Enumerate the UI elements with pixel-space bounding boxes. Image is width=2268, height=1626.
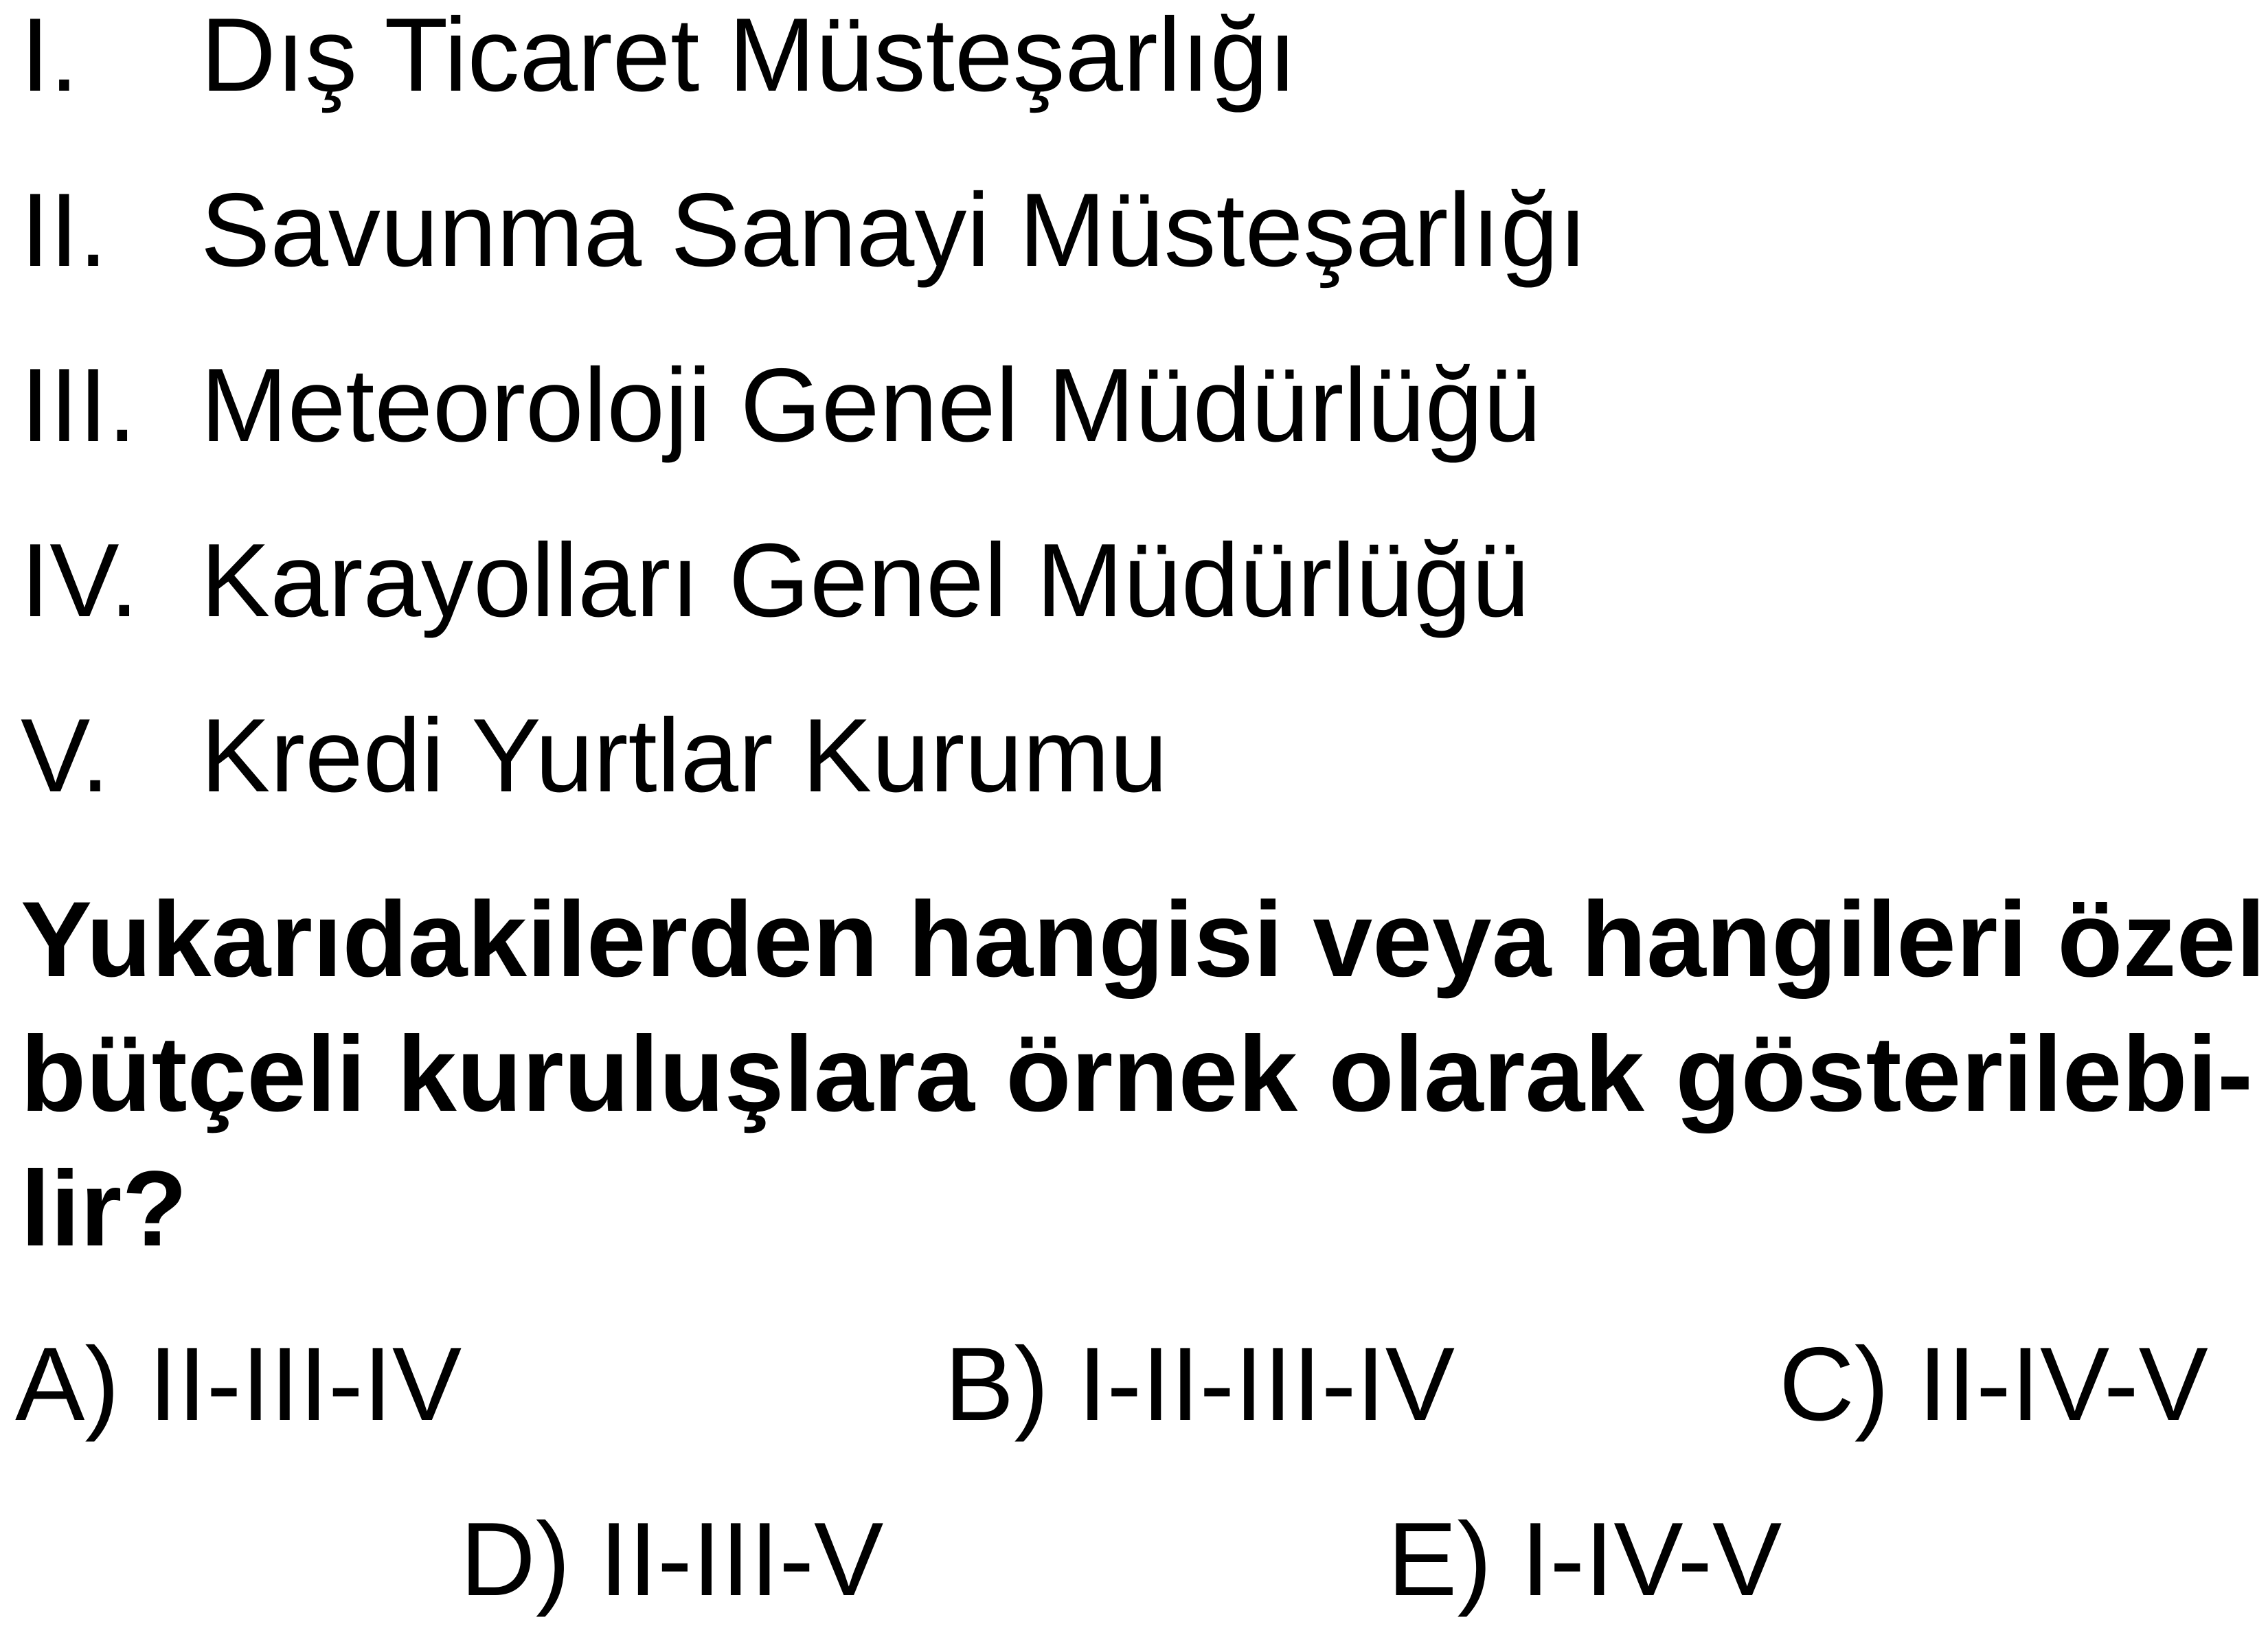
- item-numeral: V.: [21, 697, 110, 814]
- option-b[interactable]: B) I-II-III-IV: [944, 1326, 1455, 1443]
- item-numeral: I.: [21, 0, 79, 113]
- item-text: Kredi Yurtlar Kurumu: [201, 697, 1168, 814]
- item-text: Dış Ticaret Müsteşarlığı: [201, 0, 1297, 113]
- question-line: Yukarıdakilerden hangisi veya hangileri özel: [21, 880, 2266, 1000]
- item-text: Karayolları Genel Müdürlüğü: [201, 522, 1530, 639]
- item-numeral: III.: [21, 347, 137, 464]
- item-numeral: IV.: [21, 522, 139, 639]
- question-line: bütçeli kuruluşlara örnek olarak gösterilebi-: [21, 1015, 2253, 1134]
- option-c[interactable]: C) II-IV-V: [1779, 1326, 2208, 1443]
- option-e[interactable]: E) I-IV-V: [1387, 1501, 1782, 1618]
- item-text: Meteoroloji Genel Müdürlüğü: [201, 347, 1541, 464]
- question-text: [21, 872, 2266, 1276]
- question-line: lir?: [21, 1149, 188, 1269]
- option-d[interactable]: D) II-III-V: [460, 1501, 884, 1618]
- item-numeral: II.: [21, 172, 108, 289]
- option-a[interactable]: A) II-III-IV: [15, 1326, 462, 1443]
- item-text: Savunma Sanayi Müsteşarlığı: [201, 172, 1588, 289]
